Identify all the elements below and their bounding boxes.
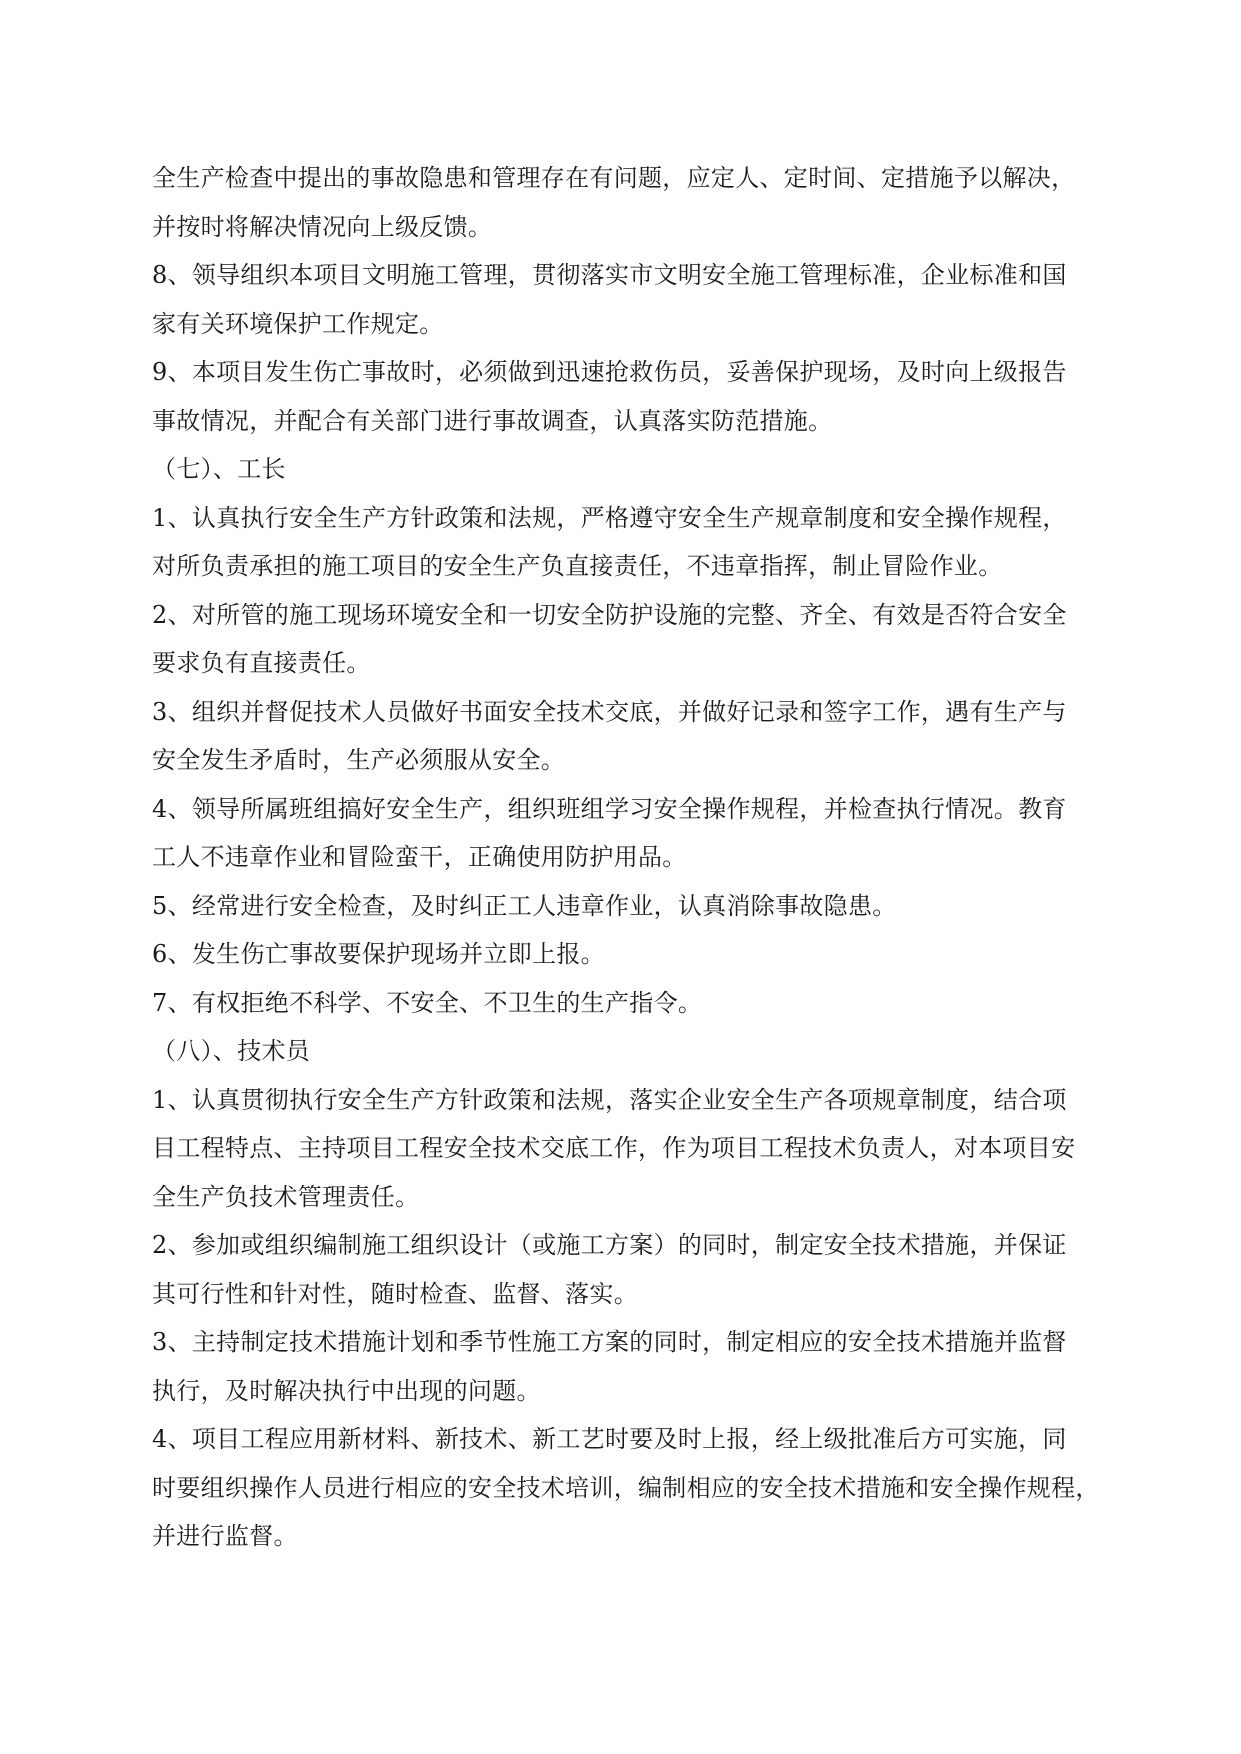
text-line: 执行，及时解决执行中出现的问题。 [152,1376,541,1405]
text-line: 1、认真执行安全生产方针政策和法规，严格遵守安全生产规章制度和安全操作规程， [152,503,1067,532]
text-line: 5、经常进行安全检查，及时纠正工人违章作业，认真消除事故隐患。 [152,891,897,920]
text-line: 要求负有直接责任。 [152,649,371,677]
text-line: 并进行监督。 [152,1522,298,1550]
text-line: 并按时将解决情况向上级反馈。 [152,212,493,241]
text-line: 时要组织操作人员进行相应的安全技术培训，编制相应的安全技术措施和安全操作规程， [152,1473,1100,1502]
text-line: 事故情况，并配合有关部门进行事故调查，认真落实防范措施。 [152,406,833,435]
text-line: 全生产负技术管理责任。 [152,1182,420,1211]
section-heading-foreman: （七）、工长 [152,455,286,483]
text-line: 目工程特点、主持项目工程安全技术交底工作，作为项目工程技术负责人，对本项目安 [152,1134,1076,1162]
text-line: 3、组织并督促技术人员做好书面安全技术交底，并做好记录和签字工作，遇有生产与 [152,697,1067,726]
text-line: 3、主持制定技术措施计划和季节性施工方案的同时，制定相应的安全技术措施并监督 [152,1328,1067,1356]
text-line: 1、认真贯彻执行安全生产方针政策和法规，落实企业安全生产各项规章制度，结合项 [152,1085,1067,1114]
text-line: 安全发生矛盾时，生产必须服从安全。 [152,746,566,774]
text-line: 2、参加或组织编制施工组织设计（或施工方案）的同时，制定安全技术措施，并保证 [152,1231,1067,1259]
text-line: 6、发生伤亡事故要保护现场并立即上报。 [152,940,605,968]
text-line: 4、领导所属班组搞好安全生产，组织班组学习安全操作规程，并检查执行情况。教育 [152,794,1067,823]
text-line: 工人不违章作业和冒险蛮干，正确使用防护用品。 [152,843,687,871]
text-line: 4、项目工程应用新材料、新技术、新工艺时要及时上报，经上级批准后方可实施，同 [152,1425,1067,1453]
text-line: 家有关环境保护工作规定。 [152,309,444,338]
section-heading-technician: （八）、技术员 [152,1037,311,1065]
text-line: 9、本项目发生伤亡事故时，必须做到迅速抢救伤员，妥善保护现场，及时向上级报告 [152,358,1067,386]
text-line: 其可行性和针对性，随时检查、监督、落实。 [152,1279,638,1308]
text-line: 全生产检查中提出的事故隐患和管理存在有问题，应定人、定时间、定措施予以解决， [152,164,1076,192]
document-body [152,154,1122,1561]
text-line: 对所负责承担的施工项目的安全生产负直接责任，不违章指挥，制止冒险作业。 [152,552,1003,580]
text-line: 7、有权拒绝不科学、不安全、不卫生的生产指令。 [152,988,703,1017]
text-line: 8、领导组织本项目文明施工管理，贯彻落实市文明安全施工管理标准，企业标准和国 [152,261,1067,289]
text-line: 2、对所管的施工现场环境安全和一切安全防护设施的完整、齐全、有效是否符合安全 [152,600,1067,629]
